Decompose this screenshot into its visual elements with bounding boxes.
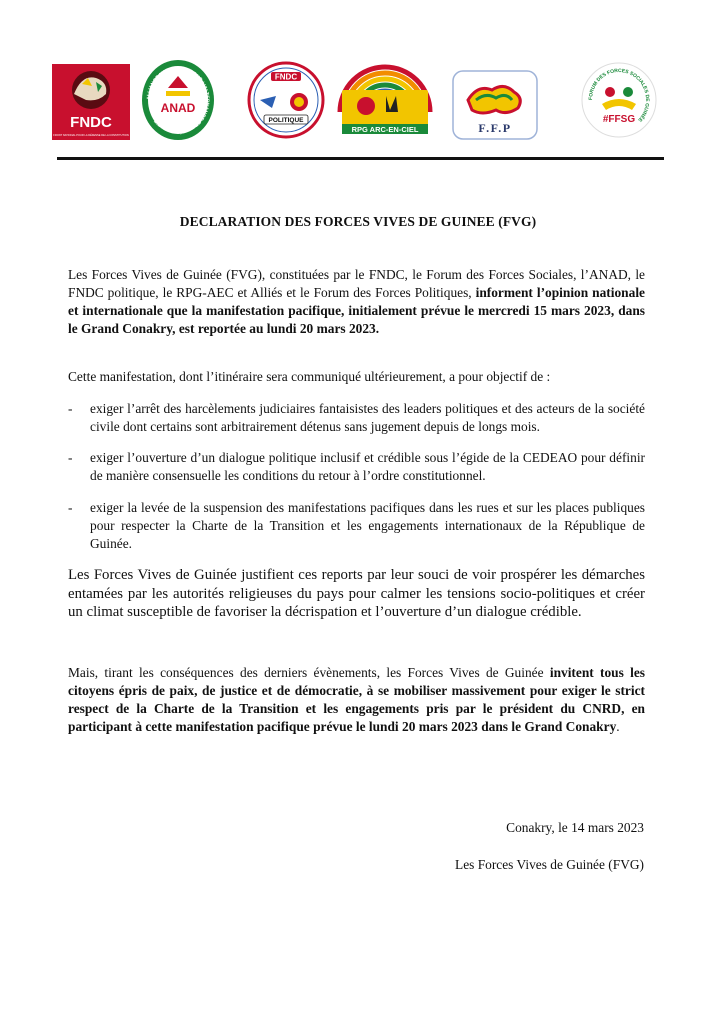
rpg-logo-text: RPG ARC-EN-CIEL [351, 125, 419, 134]
ffsg-logo [580, 60, 658, 140]
fndc-logo-subtext: FRONT NATIONAL POUR LA DÉFENSE DE LA CONSTITUTION [53, 134, 129, 137]
rpg-logo [336, 62, 434, 136]
list-item [68, 400, 645, 436]
intro-bold-text: informent l’opinion nationale et internationale que la manifestation pacifique, initialement prévue le mercredi 15 mars 2023, dans le Grand Conakry, est reportée au lundi 20 mars 2023. [68, 285, 645, 336]
list-item-text: exiger l’ouverture d’un dialogue politique inclusif et crédible sous l’égide de la CEDEAO pour définir de manière consensuelle les conditions du retour à l’ordre constitutionnel. [90, 450, 645, 483]
fndc-politique-logo-text: FNDC [274, 72, 298, 82]
objective-lead: Cette manifestation, dont l’itinéraire sera communiqué ultérieurement, a pour objectif de : [68, 369, 551, 384]
anad-logo-text: ANAD [160, 101, 196, 115]
fndc-logo-text: FNDC [70, 114, 112, 131]
header-rule [57, 157, 664, 160]
anad-logo-ring-text: ALLIANCE NATIONALE POUR L'ALTERNANCE ET LA DÉMOCRATIE [145, 65, 211, 135]
list-dash: - [68, 500, 73, 515]
list-dash: - [68, 401, 73, 416]
logo-bar [50, 58, 660, 142]
call-bold-text: invitent tous les citoyens épris de paix, de justice et de démocratie, à se mobiliser massivement pour exiger le strict respect de la Charte de la Transition et les engagements pris par le président du CNRD, en participant à cette manifestation pacifique prévue le lundi 20 mars 2023 dans le Grand Conakry [68, 665, 645, 734]
intro-paragraph [68, 266, 645, 338]
fndc-politique-logo-subtext: POLITIQUE [268, 117, 304, 124]
anad-logo [140, 58, 216, 142]
justification-paragraph: Les Forces Vives de Guinée justifient ces reports par leur souci de voir prospérer les démarches entamées par les autorités religieuses du pays pour calmer les tensions socio-politiques et créer un climat susceptible de favoriser la décrispation et l’ouverture d’un dialogue crédible. [68, 567, 645, 621]
ffsg-logo-ring-text: FORUM DES FORCES SOCIALES DE GUINÉE [587, 67, 651, 123]
list-item-text: exiger l’arrêt des harcèlements judiciaires fantaisistes des leaders politiques et des acteurs de la société civile dont certains sont arbitrairement détenus sans jugement depuis de longs mois. [90, 401, 645, 434]
signature: Les Forces Vives de Guinée (FVG) [455, 857, 644, 872]
fndc-logo [52, 64, 130, 140]
list-item [68, 499, 645, 553]
ffsg-logo-text: #FFSG [602, 114, 636, 125]
place-date: Conakry, le 14 mars 2023 [506, 820, 644, 835]
ffp-logo [452, 70, 538, 140]
call-paragraph [68, 664, 645, 736]
document-title: DECLARATION DES FORCES VIVES DE GUINEE (FVG) [179, 214, 537, 229]
call-text: Mais, tirant les conséquences des derniers évènements, les Forces Vives de Guinée [68, 665, 550, 680]
ffp-logo-text: F.F.P [478, 121, 512, 135]
list-item [68, 449, 645, 485]
fndc-politique-logo [246, 60, 326, 140]
call-end: . [616, 719, 620, 734]
intro-text: Les Forces Vives de Guinée (FVG), constituées par le FNDC, le Forum des Forces Sociales, l’ANAD, le FNDC politique, le RPG-AEC et Alliés et le Forum des Forces Politiques, [68, 267, 645, 300]
list-item-text: exiger la levée de la suspension des manifestations pacifiques dans les rues et sur les places publiques pour respecter la Charte de la Transition et les engagements internationaux de la République de Guinée. [90, 500, 645, 551]
list-dash: - [68, 450, 73, 465]
